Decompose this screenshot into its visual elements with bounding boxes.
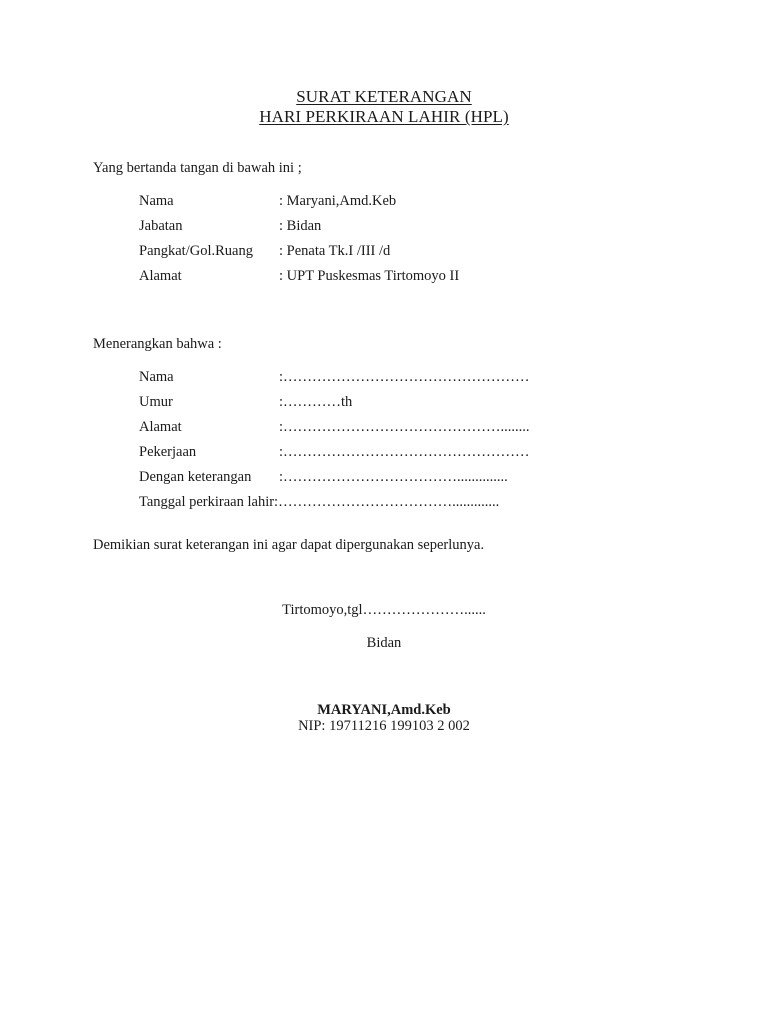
place-date-line: Tirtomoyo,tgl…………………...... [282, 602, 486, 618]
signer-position-label: Jabatan [139, 218, 183, 234]
patient-age-field: :…………th [279, 394, 353, 410]
patient-name-field: :…………………………………………… [279, 369, 530, 385]
signer-name-label: Nama [139, 193, 174, 209]
patient-address-field: :………………………………………........ [279, 419, 530, 435]
signer-nip: NIP: 19711216 199103 2 002 [298, 718, 470, 734]
signer-rank-value: : Penata Tk.I /III /d [279, 243, 391, 259]
signer-rank-label: Pangkat/Gol.Ruang [139, 243, 253, 259]
signer-role: Bidan [366, 635, 402, 651]
signer-address-label: Alamat [139, 268, 182, 284]
patient-occupation-field: :…………………………………………… [279, 444, 530, 460]
signer-address-value: : UPT Puskesmas Tirtomoyo II [279, 268, 460, 284]
patient-age-label: Umur [139, 394, 173, 410]
statement-text: Menerangkan bahwa : [93, 336, 222, 352]
closing-text: Demikian surat keterangan ini agar dapat dipergunakan seperlunya. [93, 537, 485, 553]
signer-name: MARYANI,Amd.Keb [317, 702, 451, 718]
patient-occupation-label: Pekerjaan [139, 444, 197, 460]
patient-remarks-field: :……………………………….............. [279, 469, 508, 485]
due-date-line: Tanggal perkiraan lahir:………………………………............. [139, 494, 500, 510]
signer-position-value: : Bidan [279, 218, 322, 234]
signer-name-value: : Maryani,Amd.Keb [279, 193, 397, 209]
document-subtitle: HARI PERKIRAAN LAHIR (HPL) [259, 107, 509, 126]
intro-text: Yang bertanda tangan di bawah ini ; [93, 160, 302, 176]
patient-name-label: Nama [139, 369, 174, 385]
patient-remarks-label: Dengan keterangan [139, 469, 252, 485]
patient-address-label: Alamat [139, 419, 182, 435]
document-title: SURAT KETERANGAN [296, 87, 472, 106]
